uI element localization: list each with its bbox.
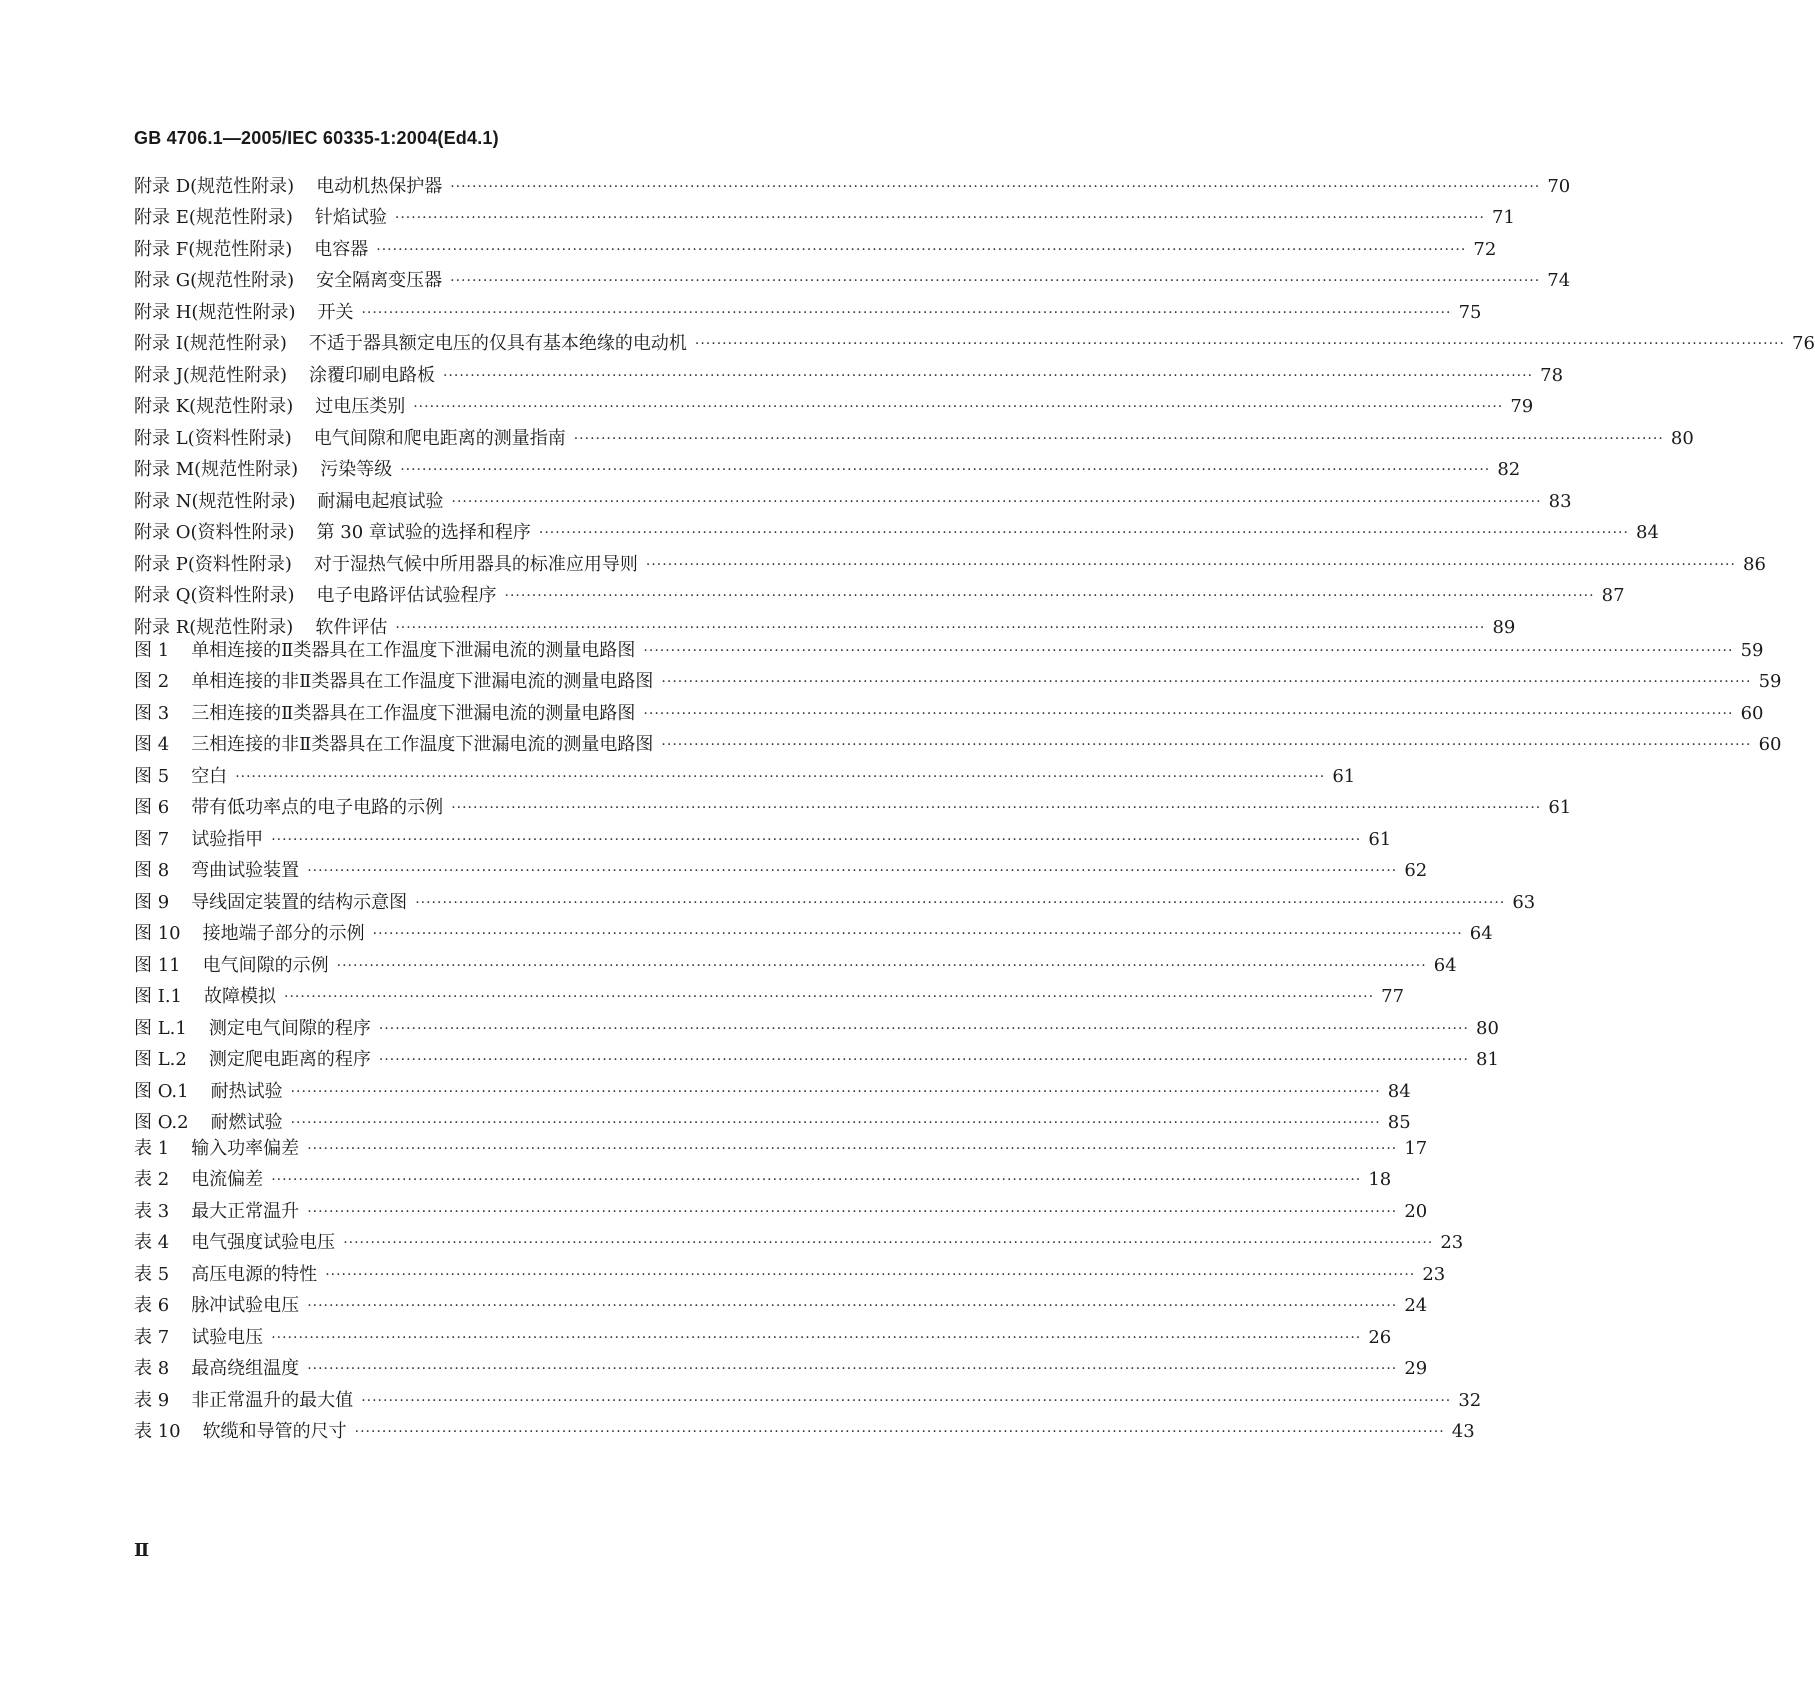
annex-entry-label: 附录 G(规范性附录) [134, 270, 295, 291]
dot-leader: ········································································································································································································ [307, 1140, 1398, 1157]
table-entry[interactable] [134, 1191, 1428, 1223]
annex-entry-page: 84 [1636, 522, 1659, 543]
figure-entry-title: 带有低功率点的电子电路的示例 [191, 797, 444, 818]
figure-entry-title: 耐燃试验 [210, 1112, 283, 1133]
figure-entry-title: 单相连接的非Ⅱ类器具在工作温度下泄漏电流的测量电路图 [191, 671, 654, 692]
figure-entry-title: 电气间隙的示例 [202, 954, 329, 976]
figure-entry[interactable] [134, 630, 1764, 662]
figure-entry-page: 61 [1368, 828, 1392, 850]
figure-entry-page: 61 [1332, 765, 1356, 787]
dot-leader: ········································································································································································································ [290, 1083, 1381, 1100]
annex-entry-label: 附录 F(规范性附录) [134, 238, 293, 260]
dot-leader: ········································································································································································································ [645, 556, 1736, 573]
table-entry-page: 32 [1458, 1389, 1482, 1411]
table-entry-label: 表 2 [134, 1169, 170, 1190]
dot-leader: ········································································································································································································ [643, 642, 1734, 659]
table-entry-title: 高压电源的特性 [191, 1263, 318, 1285]
table-entry-title: 软缆和导管的尺寸 [202, 1421, 347, 1442]
document-header: GB 4706.1—2005/IEC 60335-1:2004(Ed4.1) [134, 128, 499, 148]
dot-leader: ········································································································································································································ [307, 1361, 1398, 1377]
annex-entry-title: 电气间隙和爬电距离的测量指南 [313, 427, 566, 449]
annex-entry-title: 耐漏电起痕试验 [317, 490, 444, 512]
table-entry-title: 最高绕组温度 [191, 1358, 300, 1379]
annex-entry-page: 70 [1547, 175, 1571, 197]
table-entry[interactable] [134, 1286, 1428, 1318]
table-entry-label: 表 7 [134, 1326, 170, 1348]
annex-entry-label: 附录 J(规范性附录) [134, 364, 287, 386]
figure-entry-label: 图 L.2 [134, 1049, 187, 1070]
annex-entry[interactable] [134, 355, 1564, 387]
annex-entry-title: 开关 [317, 301, 354, 323]
table-entry-page: 29 [1404, 1358, 1428, 1379]
dot-leader: ········································································································································································································ [442, 367, 1534, 384]
annex-entry-page: 80 [1670, 427, 1694, 449]
annex-entry-label: 附录 Q(资料性附录) [134, 585, 295, 606]
figure-entry[interactable] [134, 819, 1392, 851]
dot-leader: ········································································································································································································ [284, 989, 1375, 1005]
figure-entry[interactable] [134, 788, 1572, 820]
figure-entry-page: 60 [1740, 702, 1764, 724]
annex-entry-page: 74 [1547, 270, 1571, 291]
dot-leader: ········································································································································································································ [361, 304, 1452, 321]
figure-entry-title: 弯曲试验装置 [191, 860, 300, 881]
figure-entry[interactable] [134, 662, 1782, 694]
table-entry-page: 23 [1440, 1232, 1464, 1253]
figure-entry-page: 60 [1758, 734, 1782, 755]
dot-leader: ········································································································································································································ [413, 399, 1504, 415]
table-entry[interactable] [134, 1160, 1392, 1192]
figure-entry-page: 63 [1512, 891, 1536, 913]
figure-entry-page: 64 [1469, 923, 1493, 944]
figure-entry-page: 59 [1740, 639, 1764, 661]
dot-leader: ········································································································································································································ [354, 1424, 1445, 1440]
annex-entry-title: 电动机热保护器 [316, 175, 443, 197]
figure-entry[interactable] [134, 882, 1536, 914]
annex-entry-label: 附录 E(规范性附录) [134, 207, 293, 228]
figure-entry[interactable] [134, 1040, 1499, 1072]
dot-leader: ········································································································································································································ [451, 493, 1542, 510]
figure-entry-label: 图 O.1 [134, 1080, 189, 1102]
figure-entry-page: 80 [1476, 1017, 1499, 1039]
annex-entry-title: 针焰试验 [314, 207, 387, 228]
annex-entry[interactable] [134, 418, 1694, 450]
dot-leader: ········································································································································································································ [450, 273, 1541, 289]
dot-leader: ········································································································································································································ [643, 705, 1734, 722]
annex-entry-page: 86 [1743, 553, 1766, 575]
table-entry[interactable] [134, 1412, 1475, 1444]
table-entry[interactable] [134, 1317, 1392, 1349]
table-entry-title: 电流偏差 [191, 1169, 264, 1190]
dot-leader: ········································································································································································································ [271, 1172, 1362, 1188]
dot-leader: ········································································································································································································ [394, 210, 1485, 226]
annex-entry-page: 78 [1540, 364, 1564, 386]
dot-leader: ········································································································································································································ [336, 957, 1427, 974]
figure-entry-title: 耐热试验 [210, 1080, 283, 1102]
figure-entry[interactable] [134, 945, 1457, 977]
table-toc-list [134, 1128, 1482, 1443]
annex-entry-label: 附录 O(资料性附录) [134, 522, 295, 543]
figure-entry-title: 三相连接的Ⅱ类器具在工作温度下泄漏电流的测量电路图 [191, 702, 636, 724]
dot-leader: ········································································································································································································ [661, 674, 1752, 690]
table-entry[interactable] [134, 1349, 1428, 1381]
annex-entry[interactable] [134, 544, 1766, 576]
annex-entry[interactable] [134, 387, 1534, 419]
figure-entry-page: 84 [1387, 1080, 1411, 1102]
figure-entry-title: 单相连接的Ⅱ类器具在工作温度下泄漏电流的测量电路图 [191, 639, 636, 661]
dot-leader: ········································································································································································································ [378, 1052, 1469, 1068]
dot-leader: ········································································································································································································ [307, 1203, 1398, 1220]
annex-entry-page: 82 [1497, 459, 1521, 480]
figure-entry-label: 图 O.2 [134, 1112, 189, 1133]
dot-leader: ········································································································································································································ [378, 1020, 1469, 1037]
figure-entry-label: 图 5 [134, 765, 170, 787]
figure-entry-label: 图 10 [134, 923, 181, 944]
annex-entry-title: 第 30 章试验的选择和程序 [316, 522, 531, 543]
dot-leader: ········································································································································································································ [538, 525, 1629, 541]
annex-entry-label: 附录 P(资料性附录) [134, 553, 292, 575]
figure-entry-title: 接地端子部分的示例 [202, 923, 365, 944]
annex-entry-title: 涂覆印刷电路板 [308, 364, 435, 386]
figure-entry-page: 77 [1381, 986, 1405, 1007]
table-entry-label: 表 10 [134, 1421, 181, 1442]
table-entry-label: 表 3 [134, 1200, 170, 1222]
table-entry[interactable] [134, 1128, 1428, 1160]
figure-entry-page: 59 [1758, 671, 1782, 692]
figure-entry-page: 85 [1387, 1112, 1411, 1133]
annex-entry-page: 89 [1492, 616, 1516, 638]
annex-entry-page: 75 [1458, 301, 1482, 323]
annex-entry-label: 附录 I(规范性附录) [134, 333, 287, 354]
table-entry[interactable] [134, 1223, 1464, 1255]
figure-entry-title: 故障模拟 [204, 986, 277, 1007]
annex-entry[interactable] [134, 229, 1497, 261]
figure-entry-label: 图 4 [134, 734, 170, 755]
figure-entry-label: 图 6 [134, 797, 170, 818]
annex-entry-title: 对于湿热气候中所用器具的标准应用导则 [313, 553, 638, 575]
table-entry-page: 24 [1404, 1295, 1428, 1316]
annex-entry-title: 电子电路评估试验程序 [316, 585, 497, 606]
dot-leader: ········································································································································································································ [451, 800, 1542, 816]
figure-entry-label: 图 I.1 [134, 986, 183, 1007]
table-entry[interactable] [134, 1380, 1482, 1412]
dot-leader: ········································································································································································································ [235, 768, 1326, 785]
annex-entry-label: 附录 N(规范性附录) [134, 490, 296, 512]
table-entry-page: 18 [1368, 1169, 1392, 1190]
figure-entry-title: 测定爬电距离的程序 [208, 1049, 371, 1070]
table-entry-title: 电气强度试验电压 [191, 1232, 336, 1253]
dot-leader: ········································································································································································································ [395, 619, 1486, 636]
figure-entry[interactable] [134, 914, 1493, 946]
figure-entry-label: 图 7 [134, 828, 170, 850]
dot-leader: ········································································································································································································ [376, 241, 1467, 258]
annex-entry[interactable] [134, 576, 1625, 608]
figure-entry[interactable] [134, 977, 1405, 1009]
annex-entry[interactable] [134, 198, 1515, 230]
dot-leader: ········································································································································································································ [400, 462, 1491, 478]
annex-entry-page: 79 [1510, 396, 1534, 417]
figure-entry-label: 图 8 [134, 860, 170, 881]
table-entry-label: 表 4 [134, 1232, 170, 1253]
table-entry-title: 试验电压 [191, 1326, 264, 1348]
annex-entry[interactable] [134, 481, 1572, 513]
dot-leader: ········································································································································································································ [573, 430, 1664, 447]
figure-entry-title: 测定电气间隙的程序 [208, 1017, 371, 1039]
annex-entry-page: 87 [1601, 585, 1625, 606]
figure-entry-label: 图 L.1 [134, 1017, 187, 1039]
annex-entry-label: 附录 D(规范性附录) [134, 175, 295, 197]
table-entry-label: 表 1 [134, 1137, 170, 1159]
table-entry-title: 最大正常温升 [191, 1200, 300, 1222]
figure-entry[interactable] [134, 1008, 1499, 1040]
figure-entry-label: 图 2 [134, 671, 170, 692]
annex-entry[interactable] [134, 450, 1521, 482]
figure-toc-list [134, 630, 1782, 1134]
table-entry-title: 脉冲试验电压 [191, 1295, 300, 1316]
dot-leader: ········································································································································································································ [372, 926, 1463, 942]
dot-leader: ········································································································································································································ [450, 178, 1541, 195]
figure-entry-page: 61 [1548, 797, 1572, 818]
annex-entry[interactable] [134, 513, 1659, 545]
annex-entry-title: 污染等级 [320, 459, 393, 480]
dot-leader: ········································································································································································································ [415, 894, 1506, 911]
annex-entry[interactable] [134, 166, 1571, 198]
figure-entry-page: 64 [1433, 954, 1457, 976]
annex-entry-title: 不适于器具额定电压的仅具有基本绝缘的电动机 [308, 333, 687, 354]
annex-entry-page: 83 [1548, 490, 1572, 512]
table-entry-page: 43 [1451, 1421, 1475, 1442]
annex-entry[interactable] [134, 324, 1815, 356]
annex-entry[interactable] [134, 261, 1571, 293]
table-entry-page: 17 [1404, 1137, 1428, 1159]
figure-entry-title: 空白 [191, 765, 228, 787]
dot-leader: ········································································································································································································ [361, 1392, 1452, 1409]
table-entry-label: 表 6 [134, 1295, 170, 1316]
dot-leader: ········································································································································································································ [271, 1329, 1362, 1346]
table-entry-title: 非正常温升的最大值 [191, 1389, 354, 1411]
figure-entry-title: 三相连接的非Ⅱ类器具在工作温度下泄漏电流的测量电路图 [191, 734, 654, 755]
dot-leader: ········································································································································································································ [661, 737, 1752, 753]
annex-toc-list [134, 166, 1815, 639]
table-entry-title: 输入功率偏差 [191, 1137, 300, 1159]
figure-entry-label: 图 11 [134, 954, 181, 976]
figure-entry-title: 导线固定装置的结构示意图 [191, 891, 408, 913]
annex-entry-title: 过电压类别 [315, 396, 406, 417]
figure-entry[interactable] [134, 725, 1782, 757]
table-entry-page: 23 [1422, 1263, 1446, 1285]
dot-leader: ········································································································································································································ [343, 1235, 1434, 1251]
figure-entry[interactable] [134, 1071, 1411, 1103]
dot-leader: ········································································································································································································ [504, 588, 1595, 604]
annex-entry-label: 附录 H(规范性附录) [134, 301, 296, 323]
figure-entry-page: 81 [1476, 1049, 1499, 1070]
page-number: Ⅱ [134, 1540, 150, 1561]
figure-entry[interactable] [134, 756, 1356, 788]
figure-entry-title: 试验指甲 [191, 828, 264, 850]
annex-entry[interactable] [134, 292, 1482, 324]
table-entry-page: 26 [1368, 1326, 1392, 1348]
table-entry-label: 表 5 [134, 1263, 170, 1285]
annex-entry-title: 安全隔离变压器 [316, 270, 443, 291]
table-entry-page: 20 [1404, 1200, 1428, 1222]
figure-entry-page: 62 [1404, 860, 1428, 881]
annex-entry-label: 附录 L(资料性附录) [134, 427, 292, 449]
dot-leader: ········································································································································································································ [694, 336, 1785, 352]
annex-entry-page: 76 [1792, 333, 1815, 354]
figure-entry-label: 图 9 [134, 891, 170, 913]
figure-entry[interactable] [134, 693, 1764, 725]
annex-entry-title: 电容器 [314, 238, 369, 260]
table-entry-label: 表 8 [134, 1358, 170, 1379]
dot-leader: ········································································································································································································ [307, 863, 1398, 879]
dot-leader: ········································································································································································································ [271, 831, 1362, 848]
table-entry[interactable] [134, 1254, 1446, 1286]
dot-leader: ········································································································································································································ [307, 1298, 1398, 1314]
annex-entry-page: 72 [1473, 238, 1497, 260]
figure-entry-label: 图 3 [134, 702, 170, 724]
annex-entry-label: 附录 M(规范性附录) [134, 459, 299, 480]
figure-entry-label: 图 1 [134, 639, 170, 661]
figure-entry[interactable] [134, 851, 1428, 883]
annex-entry-label: 附录 R(规范性附录) [134, 616, 294, 638]
annex-entry-label: 附录 K(规范性附录) [134, 396, 294, 417]
annex-entry-title: 软件评估 [315, 616, 388, 638]
table-entry-label: 表 9 [134, 1389, 170, 1411]
annex-entry-page: 71 [1492, 207, 1515, 228]
dot-leader: ········································································································································································································ [325, 1266, 1416, 1283]
dot-leader: ········································································································································································································ [290, 1115, 1381, 1131]
